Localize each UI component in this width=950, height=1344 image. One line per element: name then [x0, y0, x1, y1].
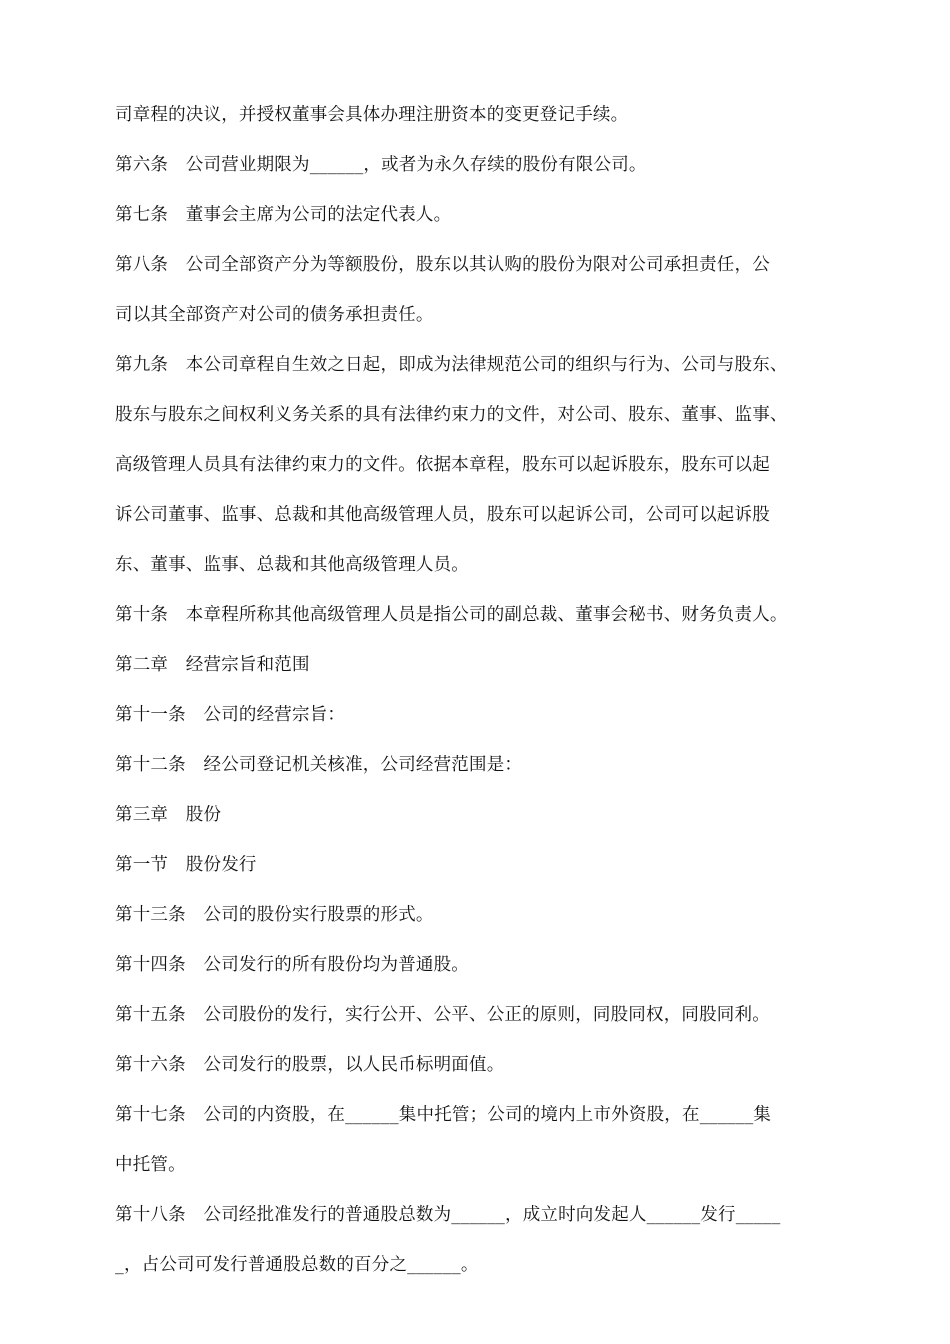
- article-18: 第十八条 公司经批准发行的普通股总数为______，成立时向发起人______发行_____: [115, 1205, 781, 1225]
- text-line: 高级管理人员具有法律约束力的文件。依据本章程，股东可以起诉股东，股东可以起: [115, 455, 770, 475]
- text-line: 股东与股东之间权利义务关系的具有法律约束力的文件，对公司、股东、董事、监事、: [115, 405, 788, 425]
- text-line: 中托管。: [115, 1155, 186, 1175]
- article-15: 第十五条 公司股份的发行，实行公开、公平、公正的原则，同股同权，同股同利。: [115, 1005, 770, 1025]
- article-14: 第十四条 公司发行的所有股份均为普通股。: [115, 955, 469, 975]
- article-7: 第七条 董事会主席为公司的法定代表人。: [115, 205, 452, 225]
- article-11: 第十一条 公司的经营宗旨：: [115, 705, 346, 725]
- article-6: 第六条 公司营业期限为______，或者为永久存续的股份有限公司。: [115, 155, 647, 175]
- text-line: 东、董事、监事、总裁和其他高级管理人员。: [115, 555, 469, 575]
- section-1-heading: 第一节 股份发行: [115, 855, 257, 875]
- text-line: 司以其全部资产对公司的债务承担责任。: [115, 305, 434, 325]
- text-line: _，占公司可发行普通股总数的百分之______。: [115, 1255, 479, 1275]
- article-16: 第十六条 公司发行的股票，以人民币标明面值。: [115, 1055, 505, 1075]
- chapter-2-heading: 第二章 经营宗旨和范围: [115, 655, 310, 675]
- article-13: 第十三条 公司的股份实行股票的形式。: [115, 905, 434, 925]
- text-line: 诉公司董事、监事、总裁和其他高级管理人员，股东可以起诉公司，公司可以起诉股: [115, 505, 770, 525]
- chapter-3-heading: 第三章 股份: [115, 805, 222, 825]
- article-8: 第八条 公司全部资产分为等额股份，股东以其认购的股份为限对公司承担责任，公: [115, 255, 770, 275]
- article-17: 第十七条 公司的内资股，在______集中托管；公司的境内上市外资股，在______集: [115, 1105, 772, 1125]
- article-12: 第十二条 经公司登记机关核准，公司经营范围是：: [115, 755, 523, 775]
- text-line: 司章程的决议，并授权董事会具体办理注册资本的变更登记手续。: [115, 105, 629, 125]
- article-9: 第九条 本公司章程自生效之日起，即成为法律规范公司的组织与行为、公司与股东、: [115, 355, 788, 375]
- article-10: 第十条 本章程所称其他高级管理人员是指公司的副总裁、董事会秘书、财务负责人。: [115, 605, 788, 625]
